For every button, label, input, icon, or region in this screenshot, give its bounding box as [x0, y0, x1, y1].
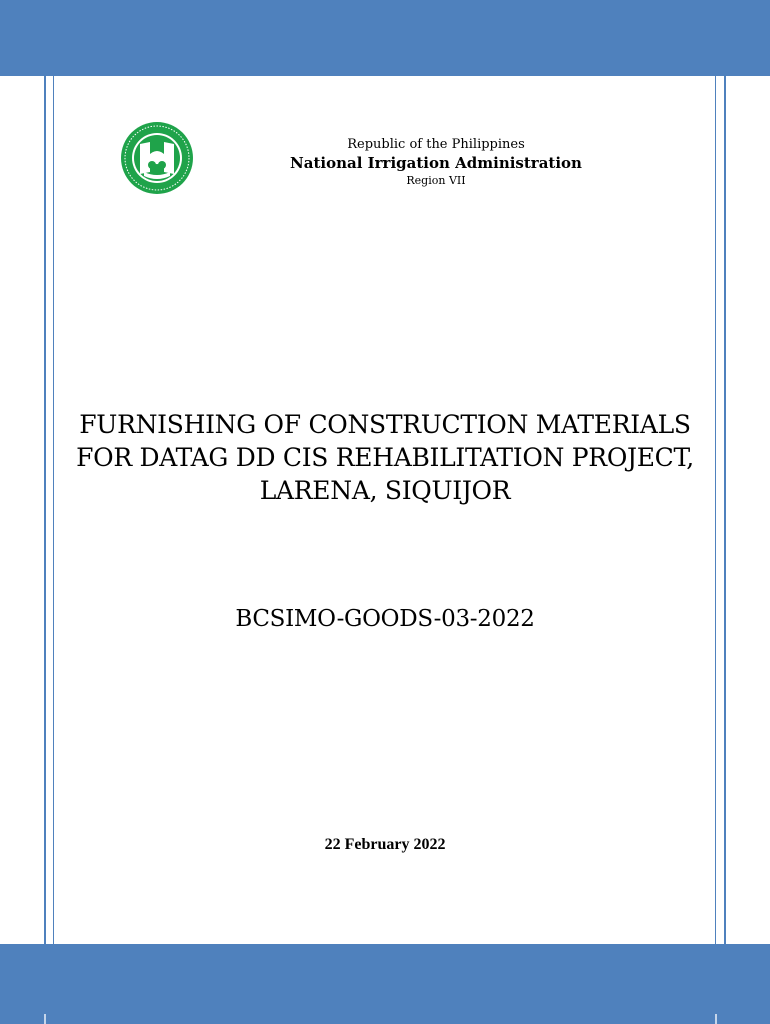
document-date: 22 February 2022: [324, 836, 446, 853]
bottom-left-line-stub: [44, 1014, 46, 1024]
nia-seal-icon: [118, 120, 196, 196]
reference-number: BCSIMO-GOODS-03-2022: [235, 606, 535, 632]
right-border-line-outer: [724, 76, 726, 944]
document-title: FURNISHING OF CONSTRUCTION MATERIALS FOR DATAG DD CIS REHABILITATION PROJECT, LARENA, SIQUIJOR: [76, 410, 694, 505]
bottom-right-line-stub: [715, 1014, 717, 1024]
region-line: Region VII: [406, 174, 466, 187]
top-color-band: [0, 0, 770, 76]
agency-name: National Irrigation Administration: [290, 154, 582, 172]
republic-line: Republic of the Philippines: [347, 137, 525, 152]
left-border-line-outer: [44, 76, 46, 944]
bottom-color-band: [0, 944, 770, 1024]
agency-header: [236, 136, 636, 189]
left-border-line-inner: [53, 76, 54, 944]
right-border-line-inner: [715, 76, 716, 944]
